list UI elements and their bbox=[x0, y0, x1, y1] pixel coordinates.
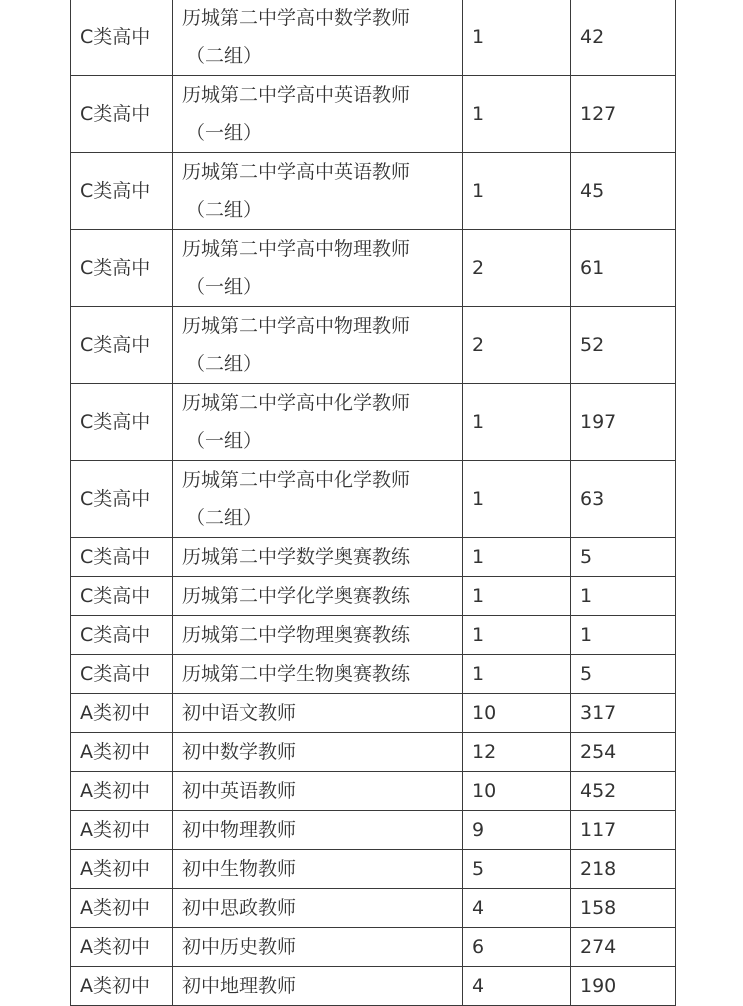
count-cell: 1 bbox=[463, 0, 571, 76]
count-cell: 1 bbox=[463, 384, 571, 461]
position-name: 历城第二中学数学奥赛教练 bbox=[182, 546, 411, 568]
applicants-cell: 127 bbox=[571, 76, 676, 153]
position-cell bbox=[173, 0, 463, 76]
table-row bbox=[71, 733, 676, 772]
table-row bbox=[71, 230, 676, 307]
count-cell: 6 bbox=[463, 928, 571, 967]
category-cell: C类高中 bbox=[71, 230, 173, 307]
position-group: （二组） bbox=[186, 45, 263, 67]
position-name: 初中物理教师 bbox=[182, 819, 297, 841]
position-name: 初中生物教师 bbox=[182, 858, 297, 880]
position-cell bbox=[173, 76, 463, 153]
table-row bbox=[71, 655, 676, 694]
position-cell bbox=[173, 811, 463, 850]
table-row bbox=[71, 616, 676, 655]
position-cell bbox=[173, 928, 463, 967]
applicants-cell: 63 bbox=[571, 461, 676, 538]
count-cell: 1 bbox=[463, 655, 571, 694]
category-cell: C类高中 bbox=[71, 655, 173, 694]
position-name: 初中数学教师 bbox=[182, 741, 297, 763]
position-cell bbox=[173, 461, 463, 538]
table-row bbox=[71, 0, 676, 76]
category-cell: C类高中 bbox=[71, 0, 173, 76]
table-row bbox=[71, 577, 676, 616]
category-cell: C类高中 bbox=[71, 384, 173, 461]
position-group: （二组） bbox=[186, 353, 263, 375]
count-cell: 10 bbox=[463, 772, 571, 811]
position-name: 初中历史教师 bbox=[182, 936, 297, 958]
category-cell: C类高中 bbox=[71, 538, 173, 577]
table-row bbox=[71, 384, 676, 461]
position-group: （二组） bbox=[186, 507, 263, 529]
position-cell bbox=[173, 655, 463, 694]
category-cell: A类初中 bbox=[71, 967, 173, 1006]
position-name: 历城第二中学高中化学教师 bbox=[182, 392, 411, 414]
applicants-cell: 218 bbox=[571, 850, 676, 889]
table-row bbox=[71, 811, 676, 850]
applicants-cell: 254 bbox=[571, 733, 676, 772]
category-cell: C类高中 bbox=[71, 577, 173, 616]
count-cell: 1 bbox=[463, 577, 571, 616]
category-cell: C类高中 bbox=[71, 461, 173, 538]
applicants-cell: 158 bbox=[571, 889, 676, 928]
table-row bbox=[71, 772, 676, 811]
category-cell: C类高中 bbox=[71, 307, 173, 384]
category-cell: A类初中 bbox=[71, 850, 173, 889]
position-name: 历城第二中学高中化学教师 bbox=[182, 469, 411, 491]
position-cell bbox=[173, 772, 463, 811]
applicants-cell: 1 bbox=[571, 616, 676, 655]
position-cell bbox=[173, 307, 463, 384]
applicants-cell: 45 bbox=[571, 153, 676, 230]
applicants-cell: 61 bbox=[571, 230, 676, 307]
position-cell bbox=[173, 733, 463, 772]
position-name: 历城第二中学生物奥赛教练 bbox=[182, 663, 411, 685]
position-cell bbox=[173, 384, 463, 461]
table-row bbox=[71, 967, 676, 1006]
count-cell: 9 bbox=[463, 811, 571, 850]
count-cell: 2 bbox=[463, 230, 571, 307]
applicants-cell: 197 bbox=[571, 384, 676, 461]
position-name: 历城第二中学高中物理教师 bbox=[182, 315, 411, 337]
applicants-cell: 42 bbox=[571, 0, 676, 76]
table-row bbox=[71, 461, 676, 538]
table-row bbox=[71, 307, 676, 384]
position-cell bbox=[173, 694, 463, 733]
position-name: 历城第二中学高中物理教师 bbox=[182, 238, 411, 260]
applicants-cell: 274 bbox=[571, 928, 676, 967]
table-row bbox=[71, 538, 676, 577]
table-row bbox=[71, 76, 676, 153]
position-name: 历城第二中学物理奥赛教练 bbox=[182, 624, 411, 646]
count-cell: 1 bbox=[463, 616, 571, 655]
count-cell: 12 bbox=[463, 733, 571, 772]
category-cell: A类初中 bbox=[71, 733, 173, 772]
count-cell: 1 bbox=[463, 76, 571, 153]
applicants-cell: 190 bbox=[571, 967, 676, 1006]
position-name: 初中英语教师 bbox=[182, 780, 297, 802]
position-cell bbox=[173, 889, 463, 928]
position-name: 初中语文教师 bbox=[182, 702, 297, 724]
table-row bbox=[71, 889, 676, 928]
category-cell: C类高中 bbox=[71, 153, 173, 230]
position-cell bbox=[173, 230, 463, 307]
applicants-cell: 452 bbox=[571, 772, 676, 811]
position-name: 初中思政教师 bbox=[182, 897, 297, 919]
table-row bbox=[71, 153, 676, 230]
position-name: 历城第二中学化学奥赛教练 bbox=[182, 585, 411, 607]
count-cell: 1 bbox=[463, 153, 571, 230]
recruitment-table bbox=[70, 0, 676, 1006]
position-cell bbox=[173, 967, 463, 1006]
recruitment-table-body bbox=[71, 0, 676, 1006]
count-cell: 4 bbox=[463, 967, 571, 1006]
category-cell: C类高中 bbox=[71, 616, 173, 655]
count-cell: 2 bbox=[463, 307, 571, 384]
position-name: 历城第二中学高中英语教师 bbox=[182, 84, 411, 106]
applicants-cell: 117 bbox=[571, 811, 676, 850]
position-group: （一组） bbox=[186, 430, 263, 452]
count-cell: 1 bbox=[463, 538, 571, 577]
position-cell bbox=[173, 538, 463, 577]
table-row bbox=[71, 928, 676, 967]
position-cell bbox=[173, 850, 463, 889]
table-row bbox=[71, 850, 676, 889]
applicants-cell: 52 bbox=[571, 307, 676, 384]
position-name: 历城第二中学高中英语教师 bbox=[182, 161, 411, 183]
count-cell: 1 bbox=[463, 461, 571, 538]
category-cell: A类初中 bbox=[71, 772, 173, 811]
applicants-cell: 5 bbox=[571, 655, 676, 694]
position-name: 历城第二中学高中数学教师 bbox=[182, 7, 411, 29]
applicants-cell: 5 bbox=[571, 538, 676, 577]
position-cell bbox=[173, 616, 463, 655]
count-cell: 10 bbox=[463, 694, 571, 733]
count-cell: 4 bbox=[463, 889, 571, 928]
position-cell bbox=[173, 577, 463, 616]
position-name: 初中地理教师 bbox=[182, 975, 297, 997]
category-cell: A类初中 bbox=[71, 928, 173, 967]
applicants-cell: 1 bbox=[571, 577, 676, 616]
category-cell: A类初中 bbox=[71, 811, 173, 850]
category-cell: A类初中 bbox=[71, 694, 173, 733]
table-row bbox=[71, 694, 676, 733]
applicants-cell: 317 bbox=[571, 694, 676, 733]
category-cell: C类高中 bbox=[71, 76, 173, 153]
position-cell bbox=[173, 153, 463, 230]
count-cell: 5 bbox=[463, 850, 571, 889]
position-group: （一组） bbox=[186, 122, 263, 144]
position-group: （二组） bbox=[186, 199, 263, 221]
position-group: （一组） bbox=[186, 276, 263, 298]
category-cell: A类初中 bbox=[71, 889, 173, 928]
